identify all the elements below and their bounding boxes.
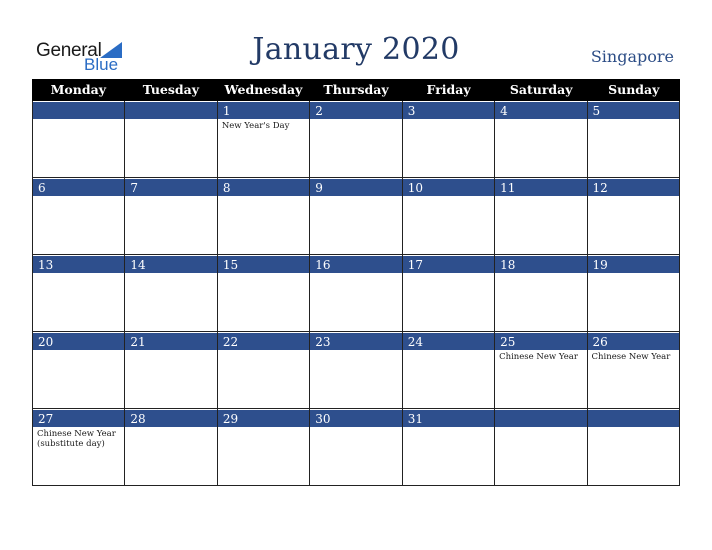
holiday-label (125, 119, 216, 121)
day-cell (309, 409, 401, 486)
week-row (32, 409, 680, 486)
day-cell (587, 409, 680, 486)
weekday-thursday: Thursday (323, 82, 389, 97)
day-cell (587, 255, 680, 332)
holiday-label: Chinese New Year (591, 352, 671, 362)
day-cell (124, 255, 216, 332)
day-number: 20 (33, 332, 124, 350)
day-number (125, 101, 216, 119)
day-cell (217, 332, 309, 409)
week-row (32, 255, 680, 332)
day-number: 4 (495, 101, 586, 119)
day-cell (402, 101, 494, 178)
week-row (32, 178, 680, 255)
day-number: 25 (495, 332, 586, 350)
day-number: 23 (310, 332, 401, 350)
day-number: 19 (588, 255, 679, 273)
day-cell (494, 101, 586, 178)
holiday-label (218, 196, 309, 198)
weekday-tuesday: Tuesday (142, 82, 200, 97)
holiday-label: Chinese New Year (substitute day) (37, 429, 116, 449)
day-cell (32, 178, 124, 255)
day-cell (402, 255, 494, 332)
day-number (495, 409, 586, 427)
day-cell (587, 101, 680, 178)
day-cell (124, 101, 216, 178)
day-number: 10 (403, 178, 494, 196)
weekday-sunday: Sunday (608, 82, 660, 97)
day-cell (217, 101, 309, 178)
day-number: 2 (310, 101, 401, 119)
day-number: 21 (125, 332, 216, 350)
holiday-label (588, 119, 679, 121)
day-number: 26 (588, 332, 679, 350)
holiday-label (588, 427, 679, 429)
day-number: 22 (218, 332, 309, 350)
day-cell (309, 332, 401, 409)
weekday-friday: Friday (426, 82, 471, 97)
day-number: 7 (125, 178, 216, 196)
day-number: 9 (310, 178, 401, 196)
holiday-label (310, 196, 401, 198)
day-number: 29 (218, 409, 309, 427)
day-cell (494, 409, 586, 486)
day-number: 8 (218, 178, 309, 196)
day-number: 14 (125, 255, 216, 273)
day-cell (32, 409, 124, 486)
day-number: 27 (33, 409, 124, 427)
day-number: 17 (403, 255, 494, 273)
day-cell (587, 178, 680, 255)
day-cell (309, 255, 401, 332)
holiday-label (33, 119, 124, 121)
day-cell (32, 101, 124, 178)
holiday-label (33, 196, 124, 198)
logo-blue-text: Blue (84, 55, 119, 74)
day-cell (402, 409, 494, 486)
day-cell (494, 332, 586, 409)
week-row (32, 101, 680, 178)
day-number: 15 (218, 255, 309, 273)
day-number (33, 101, 124, 119)
calendar-grid (32, 79, 680, 486)
day-cell (494, 255, 586, 332)
day-cell (217, 409, 309, 486)
holiday-label (125, 196, 216, 198)
day-number: 18 (495, 255, 586, 273)
day-cell (402, 332, 494, 409)
holiday-label (495, 427, 586, 429)
day-number: 30 (310, 409, 401, 427)
page-title: January 2020 (252, 32, 460, 67)
day-cell (217, 178, 309, 255)
day-number: 11 (495, 178, 586, 196)
day-cell (32, 332, 124, 409)
day-number: 13 (33, 255, 124, 273)
weekday-header (32, 79, 680, 101)
day-cell (494, 178, 586, 255)
holiday-label (310, 119, 401, 121)
day-cell (587, 332, 680, 409)
day-number: 5 (588, 101, 679, 119)
country-label: Singapore (590, 47, 674, 66)
day-cell (217, 255, 309, 332)
day-number: 12 (588, 178, 679, 196)
week-row (32, 332, 680, 409)
holiday-label: New Year's Day (221, 121, 290, 131)
day-cell (32, 255, 124, 332)
day-cell (124, 409, 216, 486)
holiday-label: Chinese New Year (499, 352, 578, 362)
day-number: 28 (125, 409, 216, 427)
day-cell (309, 178, 401, 255)
day-number: 1 (218, 101, 309, 119)
weekday-wednesday: Wednesday (224, 82, 303, 97)
weekday-monday: Monday (50, 82, 106, 97)
weekday-saturday: Saturday (509, 82, 573, 97)
day-cell (124, 332, 216, 409)
day-number (588, 409, 679, 427)
day-number: 31 (403, 409, 494, 427)
day-number: 16 (310, 255, 401, 273)
holiday-label (495, 119, 586, 121)
logo-general-text: General (36, 40, 102, 61)
day-cell (309, 101, 401, 178)
day-number: 24 (403, 332, 494, 350)
day-cell (124, 178, 216, 255)
day-number: 6 (33, 178, 124, 196)
day-cell (402, 178, 494, 255)
day-number: 3 (403, 101, 494, 119)
holiday-label (403, 119, 494, 121)
weeks-container (32, 101, 680, 486)
